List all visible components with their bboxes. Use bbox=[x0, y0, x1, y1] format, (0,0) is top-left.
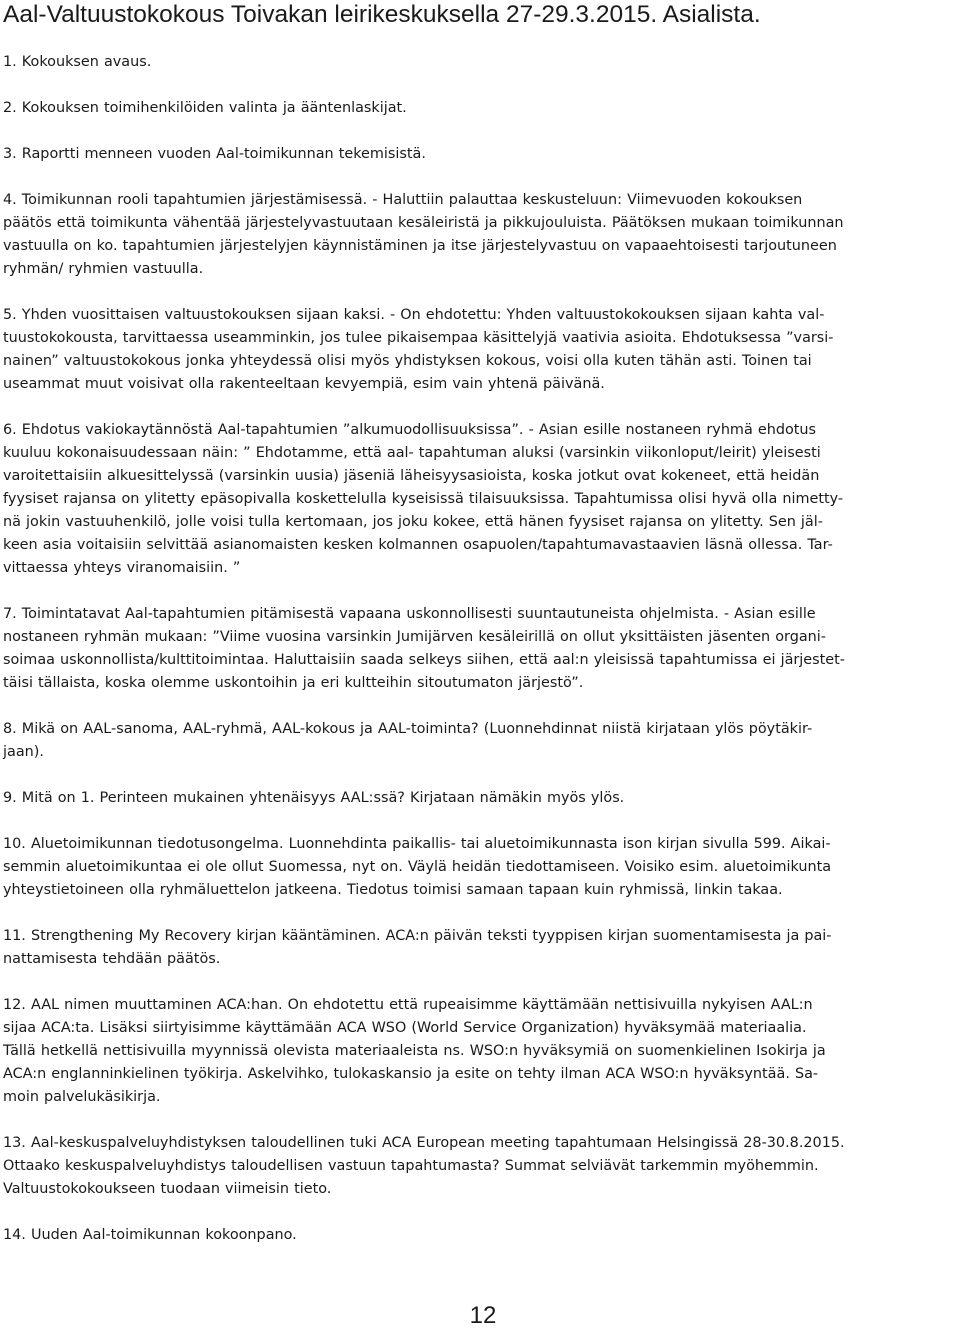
agenda-item-line: 8. Mikä on AAL-sanoma, AAL-ryhmä, AAL-kokous ja AAL-toiminta? (Luonnehdinnat niistä kirjataan ylös pöytäkir- bbox=[3, 721, 813, 737]
agenda-item-line: 2. Kokouksen toimihenkilöiden valinta ja ääntenlaskijat. bbox=[3, 100, 407, 116]
agenda-item-line: useammat muut voisivat olla rakenteeltaan kevyempiä, esim vain yhtenä päivänä. bbox=[3, 376, 605, 392]
agenda-item-line: vastuulla on ko. tapahtumien järjestelyjen käynnistäminen ja itse järjestelyvastuu on vapaaehtoisesti tarjoutuneen bbox=[3, 238, 837, 254]
agenda-item bbox=[3, 1224, 958, 1247]
agenda-item-line: fyysiset rajansa on ylitetty epäsopivalla koskettelulla kyseisissä tilaisuuksissa. Tapahtumissa olisi hyvä olla nimetty- bbox=[3, 491, 844, 507]
agenda-item-line: 12. AAL nimen muuttaminen ACA:han. On ehdotettu että rupeaisimme käyttämään nettisivuilla nykyisen AAL:n bbox=[3, 997, 813, 1013]
agenda-item-line: ryhmän/ ryhmien vastuulla. bbox=[3, 261, 204, 277]
agenda-item-line: päätös että toimikunta vähentää järjestelyvastuutaan kesäleiristä ja pikkujouluista. Päätöksen mukaan toimikunnan bbox=[3, 215, 844, 231]
agenda-item-line: semmin aluetoimikuntaa ei ole ollut Suomessa, nyt on. Väylä heidän tiedottamiseen. Voisiko esim. aluetoimikunta bbox=[3, 859, 832, 875]
agenda-item-line: ACA:n englanninkielinen työkirja. Askelvihko, tulokaskansio ja esite on tehty ilman ACA WSO:n hyväksyntää. Sa- bbox=[3, 1066, 819, 1082]
agenda-item-line: nostaneen ryhmän mukaan: ”Viime vuosina varsinkin Jumijärven kesäleirillä on ollut yksittäisten jäsenten organi- bbox=[3, 629, 826, 645]
agenda-item-line: yhteystietoineen olla ryhmäluettelon jatkeena. Tiedotus toimisi samaan tapaan kuin ryhmissä, linkin takaa. bbox=[3, 882, 783, 898]
agenda-item-line: sijaa ACA:ta. Lisäksi siirtyisimme käyttämään ACA WSO (World Service Organization) hyväksymää materiaalia. bbox=[3, 1020, 807, 1036]
agenda-item-line: 14. Uuden Aal-toimikunnan kokoonpano. bbox=[3, 1227, 297, 1243]
agenda-item bbox=[3, 718, 958, 764]
agenda-item-line: nainen” valtuustokokous jonka yhteydessä olisi myös yhdistyksen kokous, voisi olla kuten tähän asti. Toinen tai bbox=[3, 353, 812, 369]
agenda-item-line: 10. Aluetoimikunnan tiedotusongelma. Luonnehdinta paikallis- tai aluetoimikunnasta ison kirjan sivulla 599. Aikai- bbox=[3, 836, 831, 852]
agenda-item-line: vittaessa yhteys viranomaisiin. ” bbox=[3, 560, 241, 576]
agenda-item bbox=[3, 925, 958, 971]
agenda-item-line: täisi tällaista, koska olemme uskontoihin ja eri kultteihin sitoutumaton järjestö”. bbox=[3, 675, 584, 691]
agenda-item-line: 1. Kokouksen avaus. bbox=[3, 54, 152, 70]
agenda-item-line: 6. Ehdotus vakiokaytännöstä Aal-tapahtumien ”alkumuodollisuuksissa”. - Asian esille nostaneen ryhmä ehdotus bbox=[3, 422, 817, 438]
agenda-item-line: Valtuustokokoukseen tuodaan viimeisin tieto. bbox=[3, 1181, 332, 1197]
agenda-item-line: nattamisesta tehdään päätös. bbox=[3, 951, 221, 967]
agenda-item bbox=[3, 419, 958, 580]
agenda-item-line: nä jokin vastuuhenkilö, jolle voisi tulla kertomaan, jos joku kokee, että hänen fyysiset rajansa on ylitetty. Sen jäl- bbox=[3, 514, 823, 530]
agenda-item-line: 4. Toimikunnan rooli tapahtumien järjestämisessä. - Haluttiin palauttaa keskusteluun: Viimevuoden kokouksen bbox=[3, 192, 803, 208]
agenda-item-line: Tällä hetkellä nettisivuilla myynnissä olevista materiaaleista ns. WSO:n hyväksymiä on suomenkielinen Isokirja ja bbox=[3, 1043, 826, 1059]
agenda-item-line: 13. Aal-keskuspalveluyhdistyksen taloudellinen tuki ACA European meeting tapahtumaan Helsingissä 28-30.8.2015. bbox=[3, 1135, 845, 1151]
agenda-item-line: tuustokokousta, tarvittaessa useamminkin, jos tulee pikaisempaa käsittelyjä vaativia asioita. Ehdotuksessa ”varsi- bbox=[3, 330, 834, 346]
agenda-item-line: moin palvelukäsikirja. bbox=[3, 1089, 161, 1105]
agenda-item bbox=[3, 143, 958, 166]
agenda-item bbox=[3, 304, 958, 396]
agenda-item bbox=[3, 833, 958, 902]
agenda-item-line: keen asia voitaisiin selvittää asianomaisten kesken kolmannen osapuolen/tapahtumavastaavien läsnä ollessa. Tar- bbox=[3, 537, 833, 553]
agenda-item-line: kuuluu kokonaisuudessaan näin: ” Ehdotamme, että aal- tapahtuman aluksi (varsinkin viikonloput/leirit) yleisesti bbox=[3, 445, 821, 461]
agenda-item bbox=[3, 97, 958, 120]
agenda-item-line: Ottaako keskuspalveluyhdistys taloudellisen vastuun tapahtumasta? Summat selviävät tarkemmin myöhemmin. bbox=[3, 1158, 819, 1174]
agenda-item-line: 9. Mitä on 1. Perinteen mukainen yhtenäisyys AAL:ssä? Kirjataan nämäkin myös ylös. bbox=[3, 790, 625, 806]
agenda-item-line: 11. Strengthening My Recovery kirjan kääntäminen. ACA:n päivän teksti tyyppisen kirjan suomentamisesta ja pai- bbox=[3, 928, 832, 944]
agenda-item-line: 7. Toimintatavat Aal-tapahtumien pitämisestä vapaana uskonnollisesti suuntautuneista ohjelmista. - Asian esille bbox=[3, 606, 816, 622]
page-number: 12 bbox=[469, 1302, 497, 1329]
agenda-item-line: 5. Yhden vuosittaisen valtuustokouksen sijaan kaksi. - On ehdotettu: Yhden valtuustokokouksen sijaan kahta val- bbox=[3, 307, 825, 323]
agenda-item-line: soimaa uskonnollista/kulttitoimintaa. Haluttaisiin saada selkeys siihen, että aal:n yleisissä tapahtumissa ei järjestet- bbox=[3, 652, 845, 668]
agenda-item bbox=[3, 189, 958, 281]
agenda-item bbox=[3, 603, 958, 695]
agenda-item bbox=[3, 787, 958, 810]
agenda-item-line: 3. Raportti menneen vuoden Aal-toimikunnan tekemisistä. bbox=[3, 146, 426, 162]
agenda-list bbox=[3, 51, 958, 1270]
agenda-item bbox=[3, 994, 958, 1109]
agenda-item-line: varoitettaisiin alkuesittelyssä (varsinkin uusia) jäseniä läheisyysasioista, koska jotkut ovat kokeneet, että heidän bbox=[3, 468, 820, 484]
agenda-item bbox=[3, 1132, 958, 1201]
agenda-item-line: jaan). bbox=[3, 744, 44, 760]
document-title: Aal-Valtuustokokous Toivakan leirikeskuksella 27-29.3.2015. Asialista. bbox=[3, 1, 761, 28]
agenda-item bbox=[3, 51, 958, 74]
